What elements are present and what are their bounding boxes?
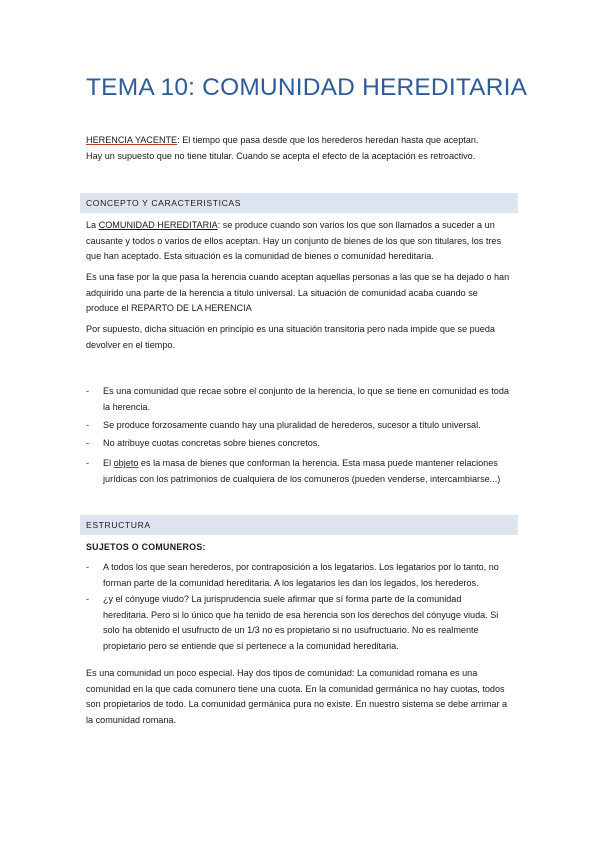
- document-page: TEMA 10: COMUNIDAD HEREDITARIA HERENCIA YACENTE: El tiempo que pasa desde que los herederos heredan hasta que aceptan. Hay un supuesto que no tiene titular. Cuando se acepta el efecto de la aceptación es retroactivo. CONCEPTO Y CARACTERISTICAS La COMUNIDAD HEREDITARIA: se produce cuando son varios los que son llamados a suceder a un causante y todos o varios de ellos aceptan. Hay un conjunto de bienes de los que son titulares, los tres que han aceptado. Esta situación es la comunidad de bienes o comunidad hereditaria. Es una fase por la que pasa la herencia cuando aceptan aquellas personas a las que se ha dejado o han adquirido una parte de la herencia a título universal. La situación de comunidad acaba cuando se produce el REPARTO DE LA HERENCIA Por supuesto, dicha situación en principio es una situación transitoria pero nada impide que se pueda devolver en el tiempo. - Es una comunidad que recae sobre el conjunto de la herencia, lo que se tiene en comunidad es toda la herencia. - Se produce forzosamente cuando hay una pluralidad de herederos, sucesor a título universal. - No atribuye cuotas concretas sobre bienes concretos. - El objeto es la masa de bienes que conforman la herencia. Esta masa puede mantener relaciones jurídicas con los patrimonios de cualquiera de los comuneros (pueden venderse, intercambiarse...) ESTRUCTURA SUJETOS O COMUNEROS: - A todos los que sean herederos, por contraposición a los legatarios. Los legatarios por lo tanto, no forman parte de la comunidad hereditaria. A los legatarios les dan los legados, los herederos. - ¿y el cónyuge viudo? La jurisprudencia suele afirmar que sí forma parte de la comunidad hereditaria. Pero si lo único que ha tenido de esa herencia son los derechos del cónyuge viuda. Si solo ha obtenido el usufructo de un 1/3 no es propietario si no usufructuario. No es realmente propietario pero se entiende que sí pertenece a la comunidad hereditaria. Es una comunidad un poco especial. Hay dos tipos de comunidad: La comunidad romana es una comunidad en la que cada comunero tiene una cuota. En la comunidad germánica no hay cuotas, todos son propietarios de todo. La comunidad germánica pura no existe. En nuestro sistema se debe arrimar a la comunidad romana.: [0, 0, 599, 848]
- intro-line-2: Hay un supuesto que no tiene titular. Cuando se acepta el efecto de la aceptación es retroactivo.: [86, 150, 476, 161]
- intro-paragraph: [86, 133, 516, 164]
- comunidad-hereditaria-term: COMUNIDAD HEREDITARIA: [98, 220, 218, 230]
- concepto-paragraph-1: La COMUNIDAD HEREDITARIA: se produce cuando son varios los que son llamados a suceder a un causante y todos o varios de ellos aceptan. Hay un conjunto de bienes de los que son titulares, los tres que han aceptado. Esta situación es la comunidad de bienes o comunidad hereditaria.: [86, 220, 502, 261]
- section-heading-concepto: CONCEPTO Y CARACTERISTICAS: [86, 198, 242, 208]
- section-heading-band: [80, 193, 518, 213]
- concepto-paragraph-3: Por supuesto, dicha situación en principio es una situación transitoria pero nada impide que se pueda devolver en el tiempo.: [86, 324, 495, 350]
- concepto-paragraph-2: Es una fase por la que pasa la herencia cuando aceptan aquellas personas a las que se ha dejado o han adquirido una parte de la herencia a título universal. La situación de comunidad acaba cuando se produce el REPARTO DE LA HERENCIA: [86, 272, 510, 313]
- section-heading-band: [80, 515, 518, 535]
- estructura-paragraph: Es una comunidad un poco especial. Hay dos tipos de comunidad: La comunidad romana es una comunidad en la que cada comunero tiene una cuota. En la comunidad germánica no hay cuotas, todos son propietarios de todo. La comunidad germánica pura no existe. En nuestro sistema se debe arrimar a la comunidad romana.: [86, 668, 508, 725]
- subheading-sujetos: SUJETOS O COMUNEROS:: [86, 542, 206, 552]
- herencia-yacente-term: HERENCIA YACENTE: [86, 135, 178, 145]
- intro-line-1: HERENCIA YACENTE: El tiempo que pasa desde que los herederos heredan hasta que aceptan.: [86, 135, 479, 145]
- objeto-term: objeto: [113, 458, 139, 468]
- section-heading-estructura: ESTRUCTURA: [86, 520, 151, 530]
- page-title: TEMA 10: COMUNIDAD HEREDITARIA: [86, 74, 528, 101]
